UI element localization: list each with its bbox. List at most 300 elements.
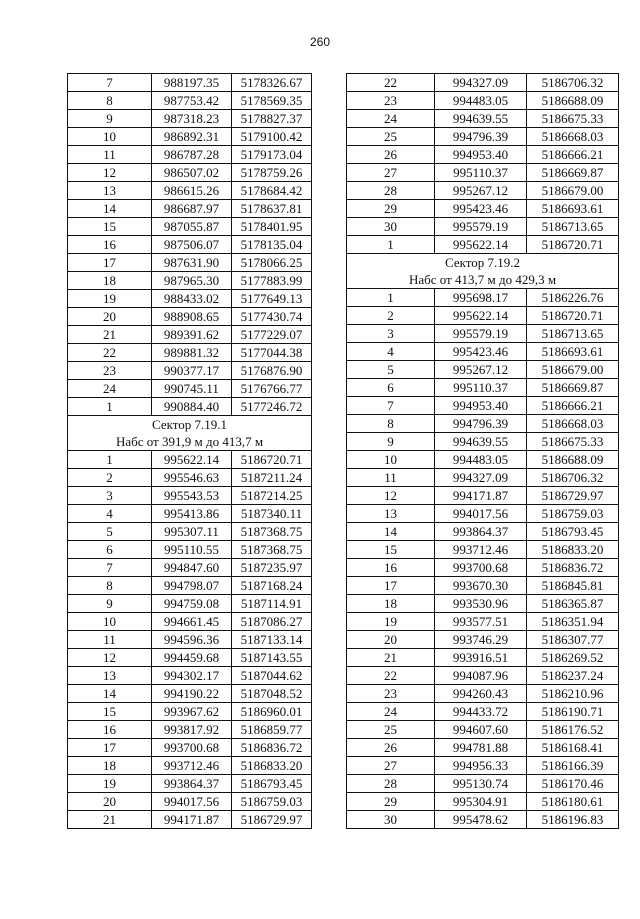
point-number-cell: 15	[68, 703, 152, 721]
table-row	[68, 721, 312, 739]
table-row	[68, 811, 312, 829]
x-coordinate-cell: 995579.19	[435, 218, 527, 236]
x-coordinate-cell: 989391.62	[152, 326, 232, 344]
table-row	[347, 343, 619, 361]
y-coordinate-cell: 5186859.77	[232, 721, 312, 739]
point-number-cell: 17	[347, 577, 435, 595]
sector-altitude-range: Набс от 391,9 м до 413,7 м	[68, 433, 312, 451]
coordinates-table-right	[346, 73, 619, 829]
table-row	[347, 487, 619, 505]
x-coordinate-cell: 987965.30	[152, 272, 232, 290]
y-coordinate-cell: 5186793.45	[527, 523, 619, 541]
y-coordinate-cell: 5186168.41	[527, 739, 619, 757]
table-row	[68, 667, 312, 685]
y-coordinate-cell: 5186365.87	[527, 595, 619, 613]
y-coordinate-cell: 5186713.65	[527, 325, 619, 343]
x-coordinate-cell: 995622.14	[435, 307, 527, 325]
point-number-cell: 9	[68, 595, 152, 613]
table-row	[347, 469, 619, 487]
table-row	[68, 685, 312, 703]
x-coordinate-cell: 994953.40	[435, 397, 527, 415]
table-row	[68, 649, 312, 667]
page-number: 260	[309, 35, 331, 49]
point-number-cell: 11	[68, 631, 152, 649]
y-coordinate-cell: 5186960.01	[232, 703, 312, 721]
x-coordinate-cell: 987506.07	[152, 236, 232, 254]
x-coordinate-cell: 987753.42	[152, 92, 232, 110]
table-row	[68, 74, 312, 92]
x-coordinate-cell: 995413.86	[152, 505, 232, 523]
table-row	[68, 218, 312, 236]
y-coordinate-cell: 5186226.76	[527, 289, 619, 307]
y-coordinate-cell: 5186669.87	[527, 379, 619, 397]
sector-title-row	[68, 416, 312, 434]
point-number-cell: 27	[347, 164, 435, 182]
point-number-cell: 13	[68, 667, 152, 685]
y-coordinate-cell: 5179100.42	[232, 128, 312, 146]
point-number-cell: 14	[68, 200, 152, 218]
x-coordinate-cell: 995307.11	[152, 523, 232, 541]
x-coordinate-cell: 987631.90	[152, 254, 232, 272]
table-row	[68, 577, 312, 595]
y-coordinate-cell: 5186729.97	[232, 811, 312, 829]
point-number-cell: 21	[68, 811, 152, 829]
x-coordinate-cell: 990745.11	[152, 380, 232, 398]
point-number-cell: 1	[68, 451, 152, 469]
y-coordinate-cell: 5187044.62	[232, 667, 312, 685]
table-row	[68, 92, 312, 110]
x-coordinate-cell: 993712.46	[435, 541, 527, 559]
sector-altitude-row	[68, 433, 312, 451]
point-number-cell: 11	[68, 146, 152, 164]
table-row	[347, 505, 619, 523]
x-coordinate-cell: 994190.22	[152, 685, 232, 703]
point-number-cell: 15	[68, 218, 152, 236]
y-coordinate-cell: 5186668.03	[527, 128, 619, 146]
point-number-cell: 25	[347, 721, 435, 739]
point-number-cell: 20	[347, 631, 435, 649]
x-coordinate-cell: 994483.05	[435, 92, 527, 110]
table-body-right	[347, 74, 619, 829]
y-coordinate-cell: 5187168.24	[232, 577, 312, 595]
x-coordinate-cell: 993746.29	[435, 631, 527, 649]
y-coordinate-cell: 5186180.61	[527, 793, 619, 811]
point-number-cell: 16	[347, 559, 435, 577]
point-number-cell: 14	[68, 685, 152, 703]
point-number-cell: 12	[68, 164, 152, 182]
x-coordinate-cell: 993916.51	[435, 649, 527, 667]
point-number-cell: 19	[68, 290, 152, 308]
point-number-cell: 29	[347, 793, 435, 811]
x-coordinate-cell: 994017.56	[435, 505, 527, 523]
x-coordinate-cell: 993967.62	[152, 703, 232, 721]
table-row	[68, 541, 312, 559]
x-coordinate-cell: 994596.36	[152, 631, 232, 649]
table-row	[347, 451, 619, 469]
table-row	[347, 128, 619, 146]
table-row	[68, 631, 312, 649]
table-row	[68, 793, 312, 811]
table-row	[347, 577, 619, 595]
point-number-cell: 1	[68, 398, 152, 416]
table-row	[347, 379, 619, 397]
y-coordinate-cell: 5178637.81	[232, 200, 312, 218]
y-coordinate-cell: 5177229.07	[232, 326, 312, 344]
table-row	[68, 703, 312, 721]
x-coordinate-cell: 987318.23	[152, 110, 232, 128]
x-coordinate-cell: 994171.87	[152, 811, 232, 829]
point-number-cell: 3	[347, 325, 435, 343]
y-coordinate-cell: 5186688.09	[527, 92, 619, 110]
point-number-cell: 1	[347, 289, 435, 307]
y-coordinate-cell: 5186669.87	[527, 164, 619, 182]
table-row	[347, 649, 619, 667]
y-coordinate-cell: 5186720.71	[232, 451, 312, 469]
x-coordinate-cell: 986787.28	[152, 146, 232, 164]
x-coordinate-cell: 995110.55	[152, 541, 232, 559]
table-row	[347, 325, 619, 343]
x-coordinate-cell: 994459.68	[152, 649, 232, 667]
point-number-cell: 16	[68, 236, 152, 254]
table-row	[347, 613, 619, 631]
point-number-cell: 19	[347, 613, 435, 631]
x-coordinate-cell: 986687.97	[152, 200, 232, 218]
y-coordinate-cell: 5186836.72	[232, 739, 312, 757]
point-number-cell: 24	[347, 703, 435, 721]
table-row	[68, 272, 312, 290]
y-coordinate-cell: 5177649.13	[232, 290, 312, 308]
table-row	[68, 146, 312, 164]
table-row	[347, 793, 619, 811]
point-number-cell: 5	[347, 361, 435, 379]
x-coordinate-cell: 995423.46	[435, 343, 527, 361]
point-number-cell: 4	[68, 505, 152, 523]
x-coordinate-cell: 994953.40	[435, 146, 527, 164]
x-coordinate-cell: 994607.60	[435, 721, 527, 739]
table-row	[68, 505, 312, 523]
y-coordinate-cell: 5186307.77	[527, 631, 619, 649]
x-coordinate-cell: 993670.30	[435, 577, 527, 595]
x-coordinate-cell: 995543.53	[152, 487, 232, 505]
x-coordinate-cell: 988908.65	[152, 308, 232, 326]
x-coordinate-cell: 990377.17	[152, 362, 232, 380]
table-row	[68, 398, 312, 416]
x-coordinate-cell: 989881.32	[152, 344, 232, 362]
point-number-cell: 1	[347, 236, 435, 254]
point-number-cell: 10	[68, 128, 152, 146]
x-coordinate-cell: 994087.96	[435, 667, 527, 685]
table-row	[68, 613, 312, 631]
x-coordinate-cell: 994798.07	[152, 577, 232, 595]
table-row	[347, 236, 619, 254]
x-coordinate-cell: 995267.12	[435, 182, 527, 200]
y-coordinate-cell: 5186176.52	[527, 721, 619, 739]
x-coordinate-cell: 994017.56	[152, 793, 232, 811]
y-coordinate-cell: 5178066.25	[232, 254, 312, 272]
point-number-cell: 23	[347, 92, 435, 110]
point-number-cell: 8	[68, 577, 152, 595]
point-number-cell: 21	[68, 326, 152, 344]
point-number-cell: 4	[347, 343, 435, 361]
x-coordinate-cell: 993530.96	[435, 595, 527, 613]
point-number-cell: 2	[68, 469, 152, 487]
y-coordinate-cell: 5177883.99	[232, 272, 312, 290]
x-coordinate-cell: 990884.40	[152, 398, 232, 416]
y-coordinate-cell: 5178684.42	[232, 182, 312, 200]
x-coordinate-cell: 993864.37	[152, 775, 232, 793]
y-coordinate-cell: 5176766.77	[232, 380, 312, 398]
point-number-cell: 6	[68, 541, 152, 559]
point-number-cell: 19	[68, 775, 152, 793]
point-number-cell: 24	[347, 110, 435, 128]
point-number-cell: 13	[347, 505, 435, 523]
y-coordinate-cell: 5186666.21	[527, 397, 619, 415]
y-coordinate-cell: 5178326.67	[232, 74, 312, 92]
table-row	[347, 110, 619, 128]
x-coordinate-cell: 993700.68	[152, 739, 232, 757]
x-coordinate-cell: 994796.39	[435, 415, 527, 433]
point-number-cell: 15	[347, 541, 435, 559]
x-coordinate-cell: 994327.09	[435, 469, 527, 487]
coordinates-table-left	[67, 73, 312, 829]
y-coordinate-cell: 5186833.20	[232, 757, 312, 775]
y-coordinate-cell: 5177430.74	[232, 308, 312, 326]
x-coordinate-cell: 995267.12	[435, 361, 527, 379]
table-row	[347, 361, 619, 379]
point-number-cell: 22	[347, 667, 435, 685]
table-row	[347, 721, 619, 739]
x-coordinate-cell: 995304.91	[435, 793, 527, 811]
table-row	[68, 128, 312, 146]
table-row	[68, 254, 312, 272]
table-row	[347, 164, 619, 182]
x-coordinate-cell: 993577.51	[435, 613, 527, 631]
x-coordinate-cell: 994781.88	[435, 739, 527, 757]
y-coordinate-cell: 5186706.32	[527, 74, 619, 92]
table-row	[347, 757, 619, 775]
x-coordinate-cell: 995546.63	[152, 469, 232, 487]
table-row	[347, 667, 619, 685]
y-coordinate-cell: 5186666.21	[527, 146, 619, 164]
y-coordinate-cell: 5178401.95	[232, 218, 312, 236]
y-coordinate-cell: 5187235.97	[232, 559, 312, 577]
y-coordinate-cell: 5176876.90	[232, 362, 312, 380]
sector-title: Сектор 7.19.2	[347, 254, 619, 272]
y-coordinate-cell: 5186170.46	[527, 775, 619, 793]
table-row	[347, 811, 619, 829]
x-coordinate-cell: 994796.39	[435, 128, 527, 146]
y-coordinate-cell: 5187368.75	[232, 541, 312, 559]
point-number-cell: 29	[347, 200, 435, 218]
table-row	[347, 631, 619, 649]
sector-title: Сектор 7.19.1	[68, 416, 312, 434]
point-number-cell: 30	[347, 811, 435, 829]
y-coordinate-cell: 5187086.27	[232, 613, 312, 631]
point-number-cell: 28	[347, 182, 435, 200]
y-coordinate-cell: 5186845.81	[527, 577, 619, 595]
x-coordinate-cell: 994171.87	[435, 487, 527, 505]
x-coordinate-cell: 988197.35	[152, 74, 232, 92]
y-coordinate-cell: 5187048.52	[232, 685, 312, 703]
table-row	[347, 775, 619, 793]
table-row	[68, 182, 312, 200]
x-coordinate-cell: 994260.43	[435, 685, 527, 703]
table-row	[347, 200, 619, 218]
point-number-cell: 20	[68, 308, 152, 326]
table-row	[347, 595, 619, 613]
point-number-cell: 9	[68, 110, 152, 128]
table-row	[68, 326, 312, 344]
y-coordinate-cell: 5186269.52	[527, 649, 619, 667]
table-row	[68, 164, 312, 182]
table-row	[68, 451, 312, 469]
x-coordinate-cell: 995423.46	[435, 200, 527, 218]
table-row	[68, 308, 312, 326]
sector-altitude-range: Набс от 413,7 м до 429,3 м	[347, 271, 619, 289]
table-row	[68, 110, 312, 128]
point-number-cell: 7	[68, 559, 152, 577]
x-coordinate-cell: 994433.72	[435, 703, 527, 721]
table-row	[68, 739, 312, 757]
x-coordinate-cell: 987055.87	[152, 218, 232, 236]
point-number-cell: 11	[347, 469, 435, 487]
sector-altitude-row	[347, 271, 619, 289]
table-row	[68, 523, 312, 541]
y-coordinate-cell: 5187368.75	[232, 523, 312, 541]
table-row	[68, 595, 312, 613]
table-row	[347, 182, 619, 200]
x-coordinate-cell: 994639.55	[435, 110, 527, 128]
x-coordinate-cell: 993864.37	[435, 523, 527, 541]
point-number-cell: 2	[347, 307, 435, 325]
y-coordinate-cell: 5186688.09	[527, 451, 619, 469]
x-coordinate-cell: 986507.02	[152, 164, 232, 182]
y-coordinate-cell: 5186675.33	[527, 433, 619, 451]
point-number-cell: 16	[68, 721, 152, 739]
table-row	[68, 757, 312, 775]
point-number-cell: 17	[68, 254, 152, 272]
y-coordinate-cell: 5178135.04	[232, 236, 312, 254]
x-coordinate-cell: 994847.60	[152, 559, 232, 577]
point-number-cell: 25	[347, 128, 435, 146]
x-coordinate-cell: 994302.17	[152, 667, 232, 685]
point-number-cell: 6	[347, 379, 435, 397]
point-number-cell: 17	[68, 739, 152, 757]
y-coordinate-cell: 5186759.03	[232, 793, 312, 811]
y-coordinate-cell: 5178827.37	[232, 110, 312, 128]
y-coordinate-cell: 5186720.71	[527, 236, 619, 254]
y-coordinate-cell: 5187340.11	[232, 505, 312, 523]
table-row	[68, 559, 312, 577]
y-coordinate-cell: 5186196.83	[527, 811, 619, 829]
x-coordinate-cell: 994483.05	[435, 451, 527, 469]
point-number-cell: 10	[68, 613, 152, 631]
table-row	[347, 92, 619, 110]
y-coordinate-cell: 5177044.38	[232, 344, 312, 362]
table-row	[347, 415, 619, 433]
y-coordinate-cell: 5186210.96	[527, 685, 619, 703]
x-coordinate-cell: 995622.14	[152, 451, 232, 469]
point-number-cell: 14	[347, 523, 435, 541]
x-coordinate-cell: 995698.17	[435, 289, 527, 307]
table-row	[68, 236, 312, 254]
point-number-cell: 23	[68, 362, 152, 380]
y-coordinate-cell: 5186351.94	[527, 613, 619, 631]
point-number-cell: 22	[68, 344, 152, 362]
point-number-cell: 23	[347, 685, 435, 703]
x-coordinate-cell: 995579.19	[435, 325, 527, 343]
point-number-cell: 12	[68, 649, 152, 667]
point-number-cell: 28	[347, 775, 435, 793]
point-number-cell: 30	[347, 218, 435, 236]
table-row	[68, 380, 312, 398]
x-coordinate-cell: 994327.09	[435, 74, 527, 92]
point-number-cell: 8	[68, 92, 152, 110]
x-coordinate-cell: 995110.37	[435, 379, 527, 397]
y-coordinate-cell: 5186679.00	[527, 182, 619, 200]
y-coordinate-cell: 5186706.32	[527, 469, 619, 487]
y-coordinate-cell: 5178759.26	[232, 164, 312, 182]
x-coordinate-cell: 995478.62	[435, 811, 527, 829]
point-number-cell: 27	[347, 757, 435, 775]
point-number-cell: 18	[68, 272, 152, 290]
x-coordinate-cell: 994956.33	[435, 757, 527, 775]
y-coordinate-cell: 5187114.91	[232, 595, 312, 613]
y-coordinate-cell: 5187214.25	[232, 487, 312, 505]
point-number-cell: 13	[68, 182, 152, 200]
x-coordinate-cell: 986892.31	[152, 128, 232, 146]
point-number-cell: 24	[68, 380, 152, 398]
point-number-cell: 9	[347, 433, 435, 451]
point-number-cell: 20	[68, 793, 152, 811]
point-number-cell: 3	[68, 487, 152, 505]
y-coordinate-cell: 5186675.33	[527, 110, 619, 128]
y-coordinate-cell: 5187133.14	[232, 631, 312, 649]
x-coordinate-cell: 995622.14	[435, 236, 527, 254]
y-coordinate-cell: 5186836.72	[527, 559, 619, 577]
y-coordinate-cell: 5177246.72	[232, 398, 312, 416]
y-coordinate-cell: 5186793.45	[232, 775, 312, 793]
y-coordinate-cell: 5186237.24	[527, 667, 619, 685]
y-coordinate-cell: 5186166.39	[527, 757, 619, 775]
point-number-cell: 21	[347, 649, 435, 667]
y-coordinate-cell: 5178569.35	[232, 92, 312, 110]
table-row	[347, 218, 619, 236]
point-number-cell: 26	[347, 146, 435, 164]
y-coordinate-cell: 5186729.97	[527, 487, 619, 505]
table-row	[347, 703, 619, 721]
table-body-left	[68, 74, 312, 829]
x-coordinate-cell: 986615.26	[152, 182, 232, 200]
x-coordinate-cell: 993712.46	[152, 757, 232, 775]
table-row	[347, 739, 619, 757]
x-coordinate-cell: 993817.92	[152, 721, 232, 739]
x-coordinate-cell: 995130.74	[435, 775, 527, 793]
y-coordinate-cell: 5187143.55	[232, 649, 312, 667]
x-coordinate-cell: 994639.55	[435, 433, 527, 451]
point-number-cell: 12	[347, 487, 435, 505]
table-row	[68, 487, 312, 505]
table-row	[347, 541, 619, 559]
y-coordinate-cell: 5186713.65	[527, 218, 619, 236]
table-row	[68, 362, 312, 380]
table-row	[347, 685, 619, 703]
point-number-cell: 18	[347, 595, 435, 613]
table-row	[68, 775, 312, 793]
y-coordinate-cell: 5186693.61	[527, 200, 619, 218]
y-coordinate-cell: 5186190.71	[527, 703, 619, 721]
point-number-cell: 26	[347, 739, 435, 757]
